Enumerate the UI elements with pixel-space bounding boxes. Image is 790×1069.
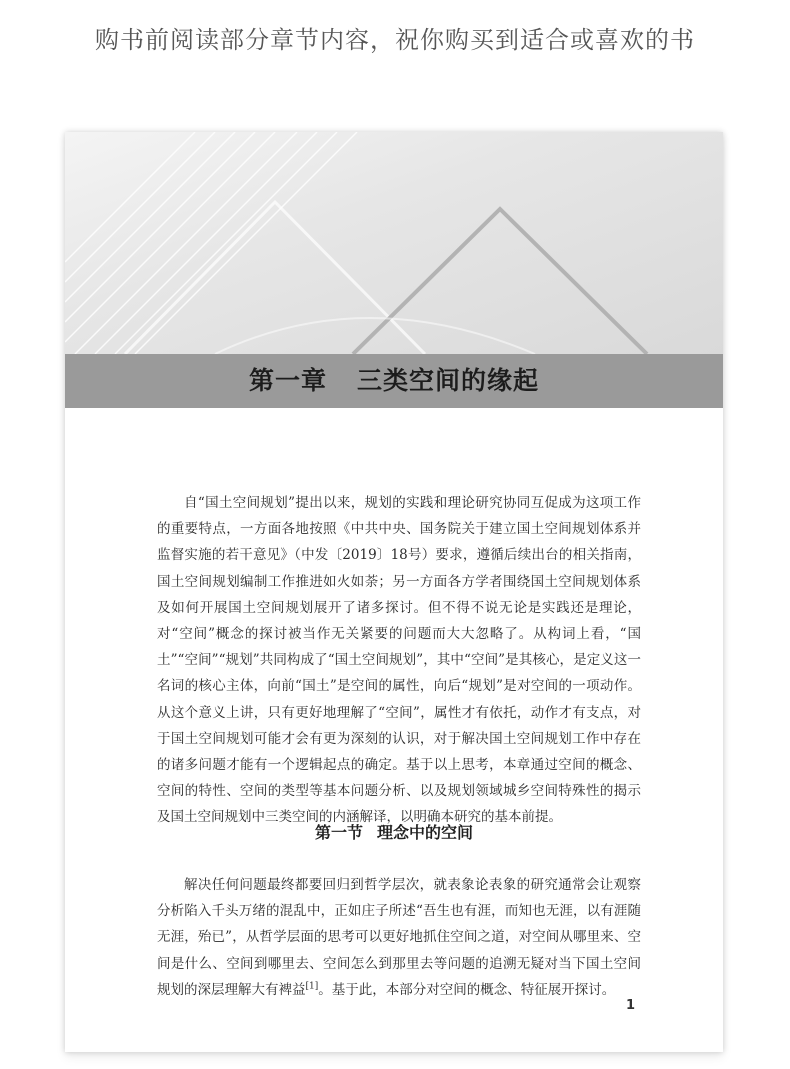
- chapter-name: 三类空间的缘起: [357, 366, 540, 395]
- section-heading: [65, 820, 723, 843]
- top-banner-text: 购书前阅读部分章节内容，祝你购买到适合或喜欢的书: [95, 26, 695, 54]
- citation-marker: [1]: [305, 981, 319, 992]
- decorative-lines-graphic: [65, 132, 723, 354]
- chapter-number: 第一章: [248, 366, 327, 395]
- chapter-header-artwork: [65, 132, 723, 354]
- section-paragraph-text: 解决任何问题最终都要回归到哲学层次，就表象论表象的研究通常会让观察分析陷入千头万绪的混乱中，正如庄子所述“吾生也有涯，而知也无涯，以有涯随无涯，殆已”，从哲学层面的思考可以更好地抓住空间之道，对空间从哪里来、空间是什么、空间到哪里去、空间怎么到那里去等问题的追溯无疑对当下国土空间规划的深层理解大有裨益: [157, 877, 641, 998]
- book-page: [65, 132, 723, 1052]
- chapter-heading: [249, 366, 539, 395]
- section-name: 理念中的空间: [377, 823, 474, 842]
- section-text-block: [157, 872, 641, 1003]
- chapter-title-bar: [65, 354, 723, 408]
- section-paragraph-tail: 。基于此，本部分对空间的概念、特征展开探讨。: [318, 981, 616, 998]
- intro-text-block: [157, 490, 641, 831]
- page-number: 1: [625, 998, 635, 1013]
- section-number: 第一节: [314, 823, 363, 842]
- section-paragraph: [157, 872, 641, 1003]
- intro-paragraph: 自“国土空间规划”提出以来，规划的实践和理论研究协同互促成为这项工作的重要特点，一方面各地按照《中共中央、国务院关于建立国土空间规划体系并监督实施的若干意见》（中发〔2019〕18号）要求，遵循后续出台的相关指南，国土空间规划编制工作推进如火如荼；另一方面各方学者围绕国土空间规划体系及如何开展国土空间规划展开了诸多探讨。但不得不说无论是实践还是理论，对“空间”概念的探讨被当作无关紧要的问题而大大忽略了。从构词上看，“国土”“空间”“规划”共同构成了“国土空间规划”，其中“空间”是其核心，是定义这一名词的核心主体，向前“国土”是空间的属性，向后“规划”是对空间的一项动作。从这个意义上讲，只有更好地理解了“空间”，属性才有依托，动作才有支点，对于国土空间规划可能才会有更为深刻的认识，对于解决国土空间规划工作中存在的诸多问题才能有一个逻辑起点的确定。基于以上思考，本章通过空间的概念、空间的特性、空间的类型等基本问题分析、以及规划领域城乡空间特殊性的揭示及国土空间规划中三类空间的内涵解译，以明确本研究的基本前提。: [157, 495, 641, 826]
